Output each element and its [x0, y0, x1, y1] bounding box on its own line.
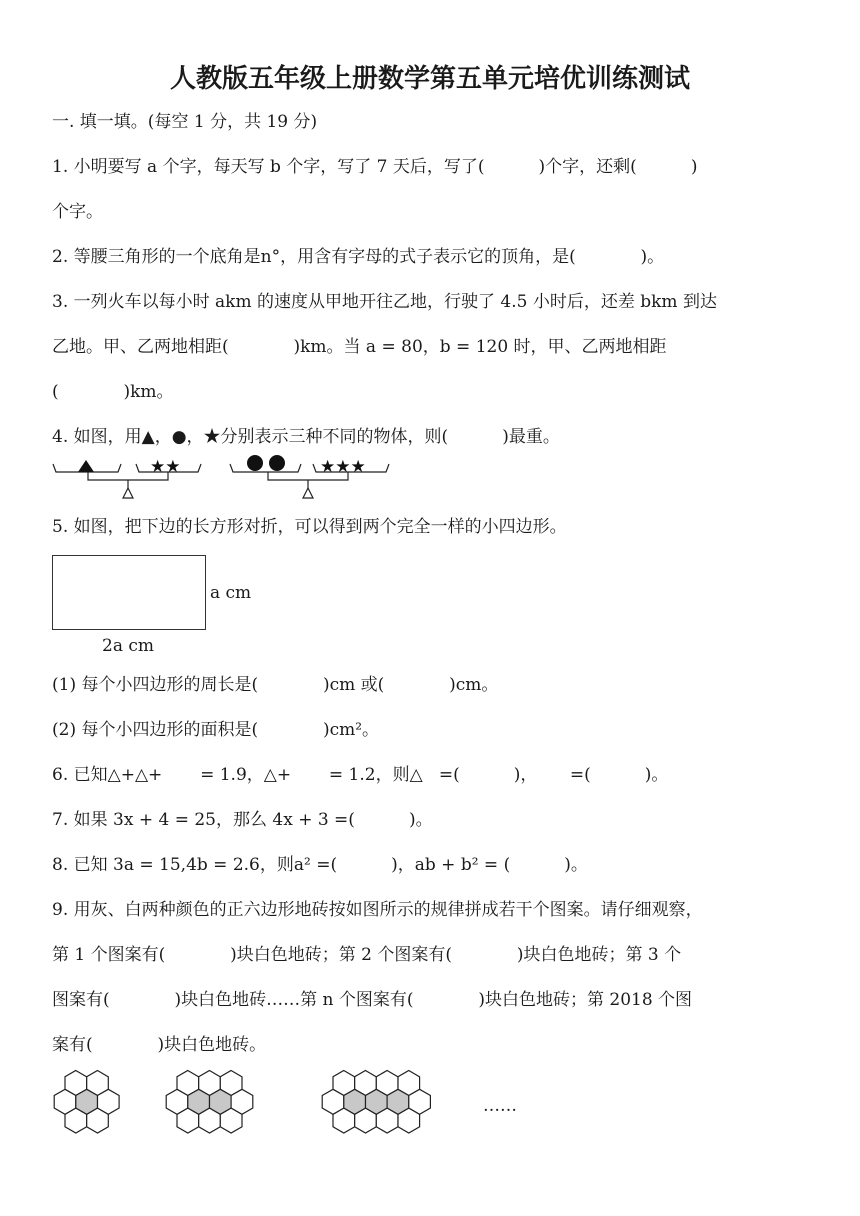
gray-hexagon-tile [210, 1089, 232, 1114]
section-heading: 一. 填一填。(每空 1 分，共 19 分) [52, 112, 318, 132]
white-hexagon-tile [322, 1089, 344, 1114]
hexagon-patterns-figure [45, 1068, 515, 1158]
q1-line1: 1. 小明要写 a 个字，每天写 b 个字，写了 7 天后，写了( )个字，还剩( ) [52, 157, 698, 177]
q5-line: 5. 如图，把下边的长方形对折，可以得到两个完全一样的小四边形。 [52, 517, 567, 537]
q2-line: 2. 等腰三角形的一个底角是n°，用含有字母的式子表示它的顶角，是( )。 [52, 247, 665, 267]
scale-left [53, 457, 201, 498]
q9-line1: 9. 用灰、白两种颜色的正六边形地砖按如图所示的规律拼成若干个图案。请仔细观察， [52, 900, 703, 920]
q1-line2: 个字。 [52, 202, 103, 222]
balance-scales-figure [48, 452, 398, 502]
rectangle-bottom-label: 2a cm [102, 636, 154, 656]
gray-hexagon-tile [76, 1089, 98, 1114]
q6-line: 6. 已知△+△+ = 1.9，△+ = 1.2，则△ =( )， =( )。 [52, 765, 669, 785]
q8-line: 8. 已知 3a = 15,4b = 2.6，则a² =( )，ab + b² = ( )。 [52, 855, 588, 875]
scale-right [230, 455, 389, 498]
ellipsis: …… [483, 1096, 517, 1116]
q3-line3: ( )km。 [52, 382, 174, 402]
q9-line4: 案有( )块白色地砖。 [52, 1035, 267, 1055]
star-icon: ★★★ [320, 457, 366, 477]
white-hexagon-tile [54, 1089, 76, 1114]
white-hexagon-tile [98, 1089, 120, 1114]
white-hexagon-tile [231, 1089, 253, 1114]
gray-hexagon-tile [366, 1089, 388, 1114]
q3-line1: 3. 一列火车以每小时 akm 的速度从甲地开往乙地，行驶了 4.5 小时后，还差 bkm 到达 [52, 292, 717, 312]
rectangle-figure [52, 555, 206, 630]
q5-part1: (1) 每个小四边形的周长是( )cm 或( )cm。 [52, 675, 499, 695]
white-hexagon-tile [409, 1089, 431, 1114]
q9-line3: 图案有( )块白色地砖……第 n 个图案有( )块白色地砖；第 2018 个图 [52, 990, 693, 1010]
triangle-icon [78, 460, 94, 472]
q3-line2: 乙地。甲、乙两地相距( )km。当 a = 80，b = 120 时，甲、乙两地相距 [52, 337, 667, 357]
q4-line: 4. 如图，用▲，●，★分别表示三种不同的物体，则( )最重。 [52, 427, 560, 447]
q9-line2: 第 1 个图案有( )块白色地砖；第 2 个图案有( )块白色地砖；第 3 个 [52, 945, 682, 965]
q5-part2: (2) 每个小四边形的面积是( )cm²。 [52, 720, 380, 740]
circle-icon [247, 455, 263, 471]
q7-line: 7. 如果 3x + 4 = 25，那么 4x + 3 =( )。 [52, 810, 433, 830]
gray-hexagon-tile [344, 1089, 366, 1114]
gray-hexagon-tile [188, 1089, 210, 1114]
star-icon: ★★ [150, 457, 181, 477]
circle-icon [269, 455, 285, 471]
white-hexagon-tile [166, 1089, 188, 1114]
gray-hexagon-tile [387, 1089, 409, 1114]
page-title: 人教版五年级上册数学第五单元培优训练测试 [169, 64, 690, 94]
rectangle-side-label: a cm [210, 583, 252, 603]
